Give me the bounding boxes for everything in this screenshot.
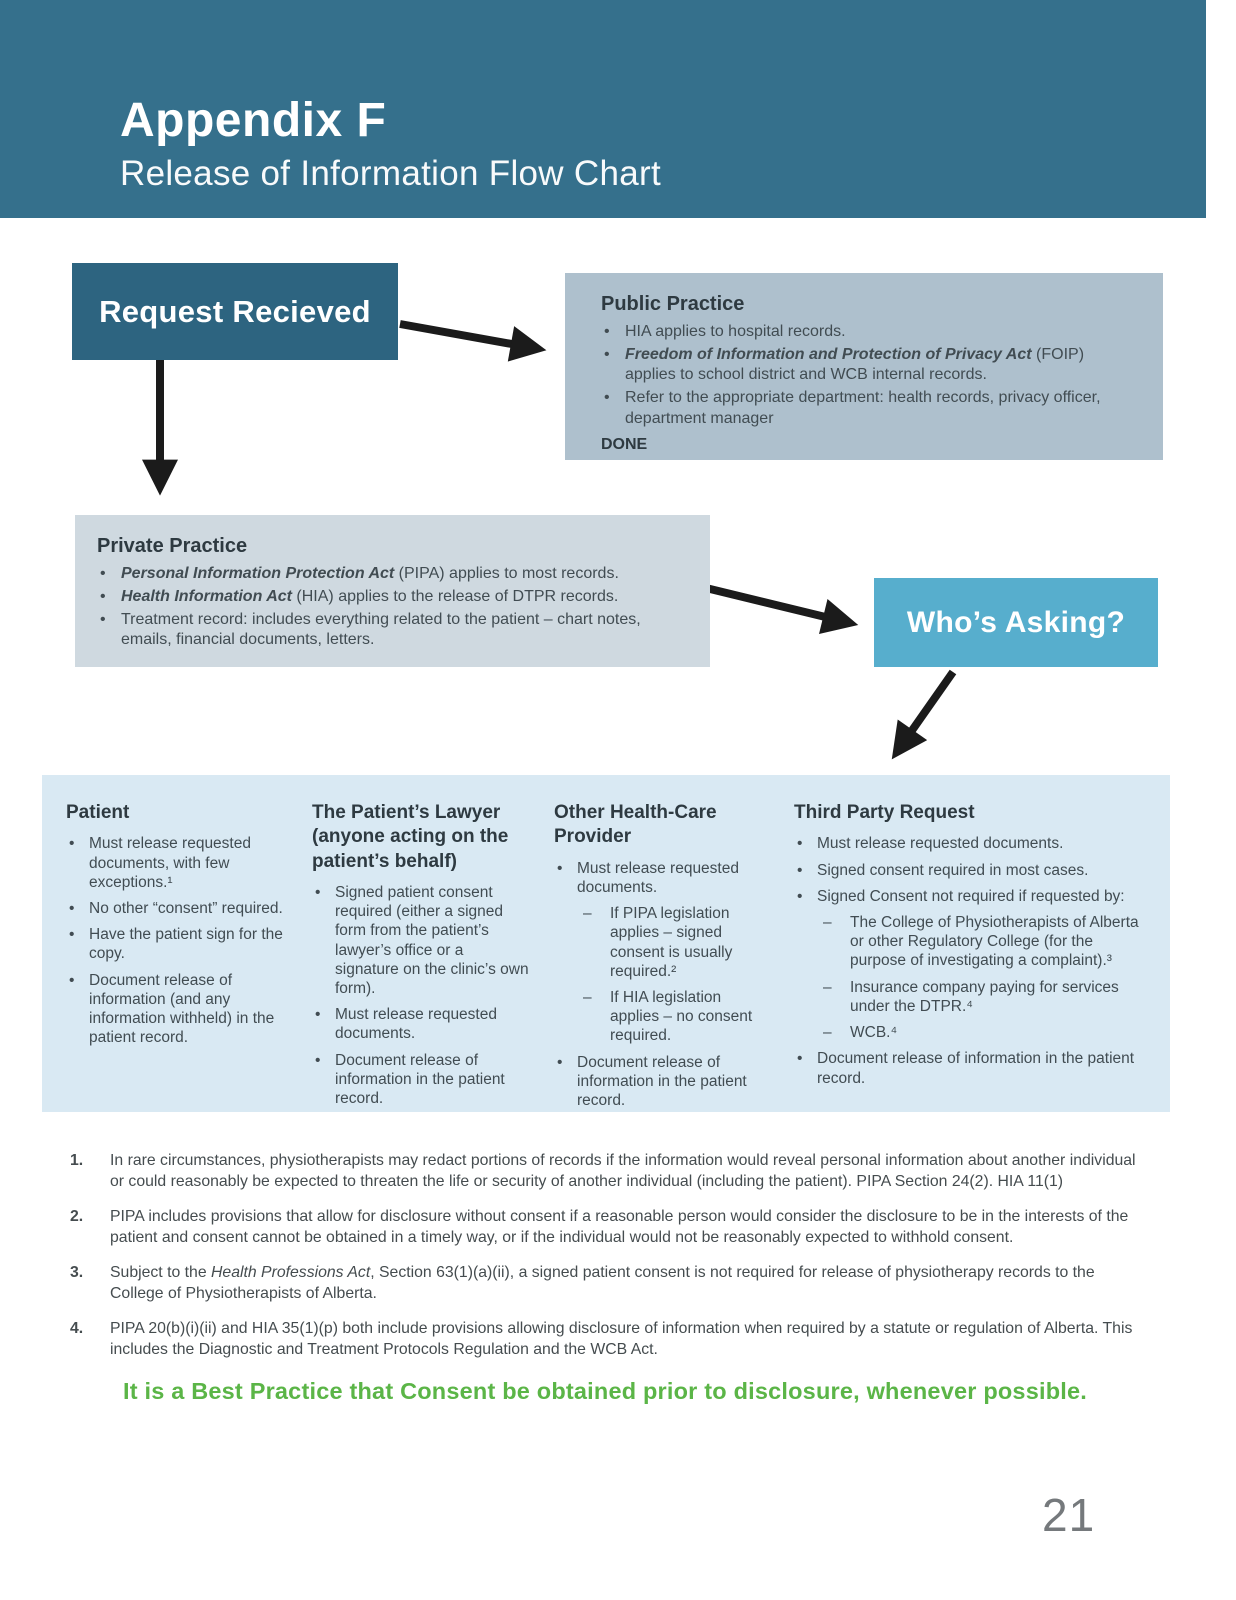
bullet-marker: • [315,883,321,901]
bullet-text: Signed Consent not required if requested by: [817,887,1125,905]
column-other-provider-bullets [554,859,770,1111]
requester-columns-panel [42,775,1170,1112]
bullet-text: WCB.⁴ [850,1024,898,1042]
bullet-marker: • [797,887,803,905]
bullet-item [312,1051,530,1109]
bullet-marker: • [797,1050,803,1068]
bullet-item [794,834,1150,853]
footnote-text: In rare circumstances, physiotherapists may redact portions of records if the information would reveal personal information about another individual or could reasonably be expected to threaten the life or security of another individual (including the patient). PIPA Section 24(2). HIA 11(1) [110,1152,1136,1190]
sub-bullet-item [554,904,770,981]
done-label: DONE [601,435,648,453]
bullet-text: Freedom of Information and Protection of Privacy Act (FOIP) applies to school district and WCB internal records. [625,346,1085,384]
bullet-item [794,1049,1150,1087]
footnote-1 [70,1150,1145,1192]
bullet-marker: • [69,971,75,989]
bullet-item [97,610,690,650]
bullet-text: Must release requested documents. [817,835,1064,853]
bullet-marker: • [69,926,75,944]
arrow-request-to-public [400,324,534,348]
bullet-item [794,887,1150,906]
bullet-text: Signed patient consent required (either a signed form from the patient’s lawyer’s office or a signature on the clinic’s own form). [335,883,529,998]
bullet-marker: • [797,861,803,879]
bullet-text: Signed consent required in most cases. [817,861,1089,879]
footnote-4 [70,1318,1145,1360]
bullet-marker: • [557,859,563,877]
footnote-number: 4. [70,1320,84,1337]
page-header [0,0,1206,218]
page-title: Appendix F [120,94,387,147]
bullet-item [97,564,690,584]
private-practice-bullets [97,564,690,651]
private-practice-box [75,515,710,667]
bullet-item [554,859,770,897]
bullet-item [312,1005,530,1043]
whos-asking-box [874,578,1158,667]
request-received-label: Request Recieved [99,293,371,329]
footnotes-list [70,1150,1145,1374]
bullet-text: If PIPA legislation applies – signed consent is usually required.² [610,905,733,980]
public-practice-title: Public Practice [601,293,745,315]
sub-bullet-item [554,988,770,1046]
footnote-number: 2. [70,1208,84,1225]
arrow-asking-to-panel [899,672,953,749]
bullet-item [601,322,1137,342]
sub-bullet-item [794,978,1150,1016]
column-third-party-bullets [794,834,1150,1087]
bullet-text: Document release of information in the patient record. [577,1053,747,1110]
column-patient-title: Patient [66,802,130,823]
column-patients-lawyer [312,801,530,1112]
footnote-number: 1. [70,1152,84,1169]
column-patients-lawyer-title: The Patient’s Lawyer (anyone acting on the patient’s behalf) [312,802,509,872]
dash-marker: – [823,913,832,931]
bullet-item [66,834,288,892]
bullet-marker: • [100,565,106,582]
column-other-provider [554,801,770,1112]
bullet-text: Health Information Act (HIA) applies to the release of DTPR records. [121,588,619,606]
bullet-item [66,899,288,918]
bullet-item [312,883,530,998]
footnote-text: Subject to the Health Professions Act, Section 63(1)(a)(ii), a signed patient consent is not required for release of physiotherapy records to the College of Physiotherapists of Alberta. [110,1264,1095,1302]
bullet-text: Personal Information Protection Act (PIPA) applies to most records. [121,565,619,582]
column-other-provider-title: Other Health-Care Provider [554,802,717,848]
bullet-marker: • [604,323,610,340]
bullet-item [601,345,1137,385]
column-patient-bullets [66,834,288,1047]
bullet-marker: • [557,1053,563,1071]
bullet-marker: • [69,899,75,917]
bullet-text: Must release requested documents. [335,1006,497,1043]
bullet-text: HIA applies to hospital records. [625,323,846,340]
best-practice-note: It is a Best Practice that Consent be obtained prior to disclosure, whenever possible. [123,1378,1087,1404]
bullet-item [794,861,1150,880]
private-practice-title: Private Practice [97,535,248,557]
page-number: 21 [1042,1489,1096,1541]
column-patients-lawyer-bullets [312,883,530,1108]
bullet-text: Must release requested documents. [577,859,739,896]
bullet-text: Have the patient sign for the copy. [89,926,283,963]
bullet-text: Document release of information (and any information withheld) in the patient record. [89,971,275,1047]
bullet-item [66,971,288,1048]
footnote-2 [70,1206,1145,1248]
bullet-item [97,587,690,607]
sub-bullet-item [794,1023,1150,1042]
dash-marker: – [823,1024,832,1042]
column-third-party [794,801,1150,1112]
bullet-item [601,388,1137,428]
arrow-private-to-asking [706,588,846,622]
column-third-party-title: Third Party Request [794,802,975,823]
bullet-text: Document release of information in the patient record. [817,1050,1135,1087]
bullet-marker: • [797,835,803,853]
dash-marker: – [583,988,592,1006]
bullet-item [66,925,288,963]
footnote-3 [70,1262,1145,1304]
dash-marker: – [823,978,832,996]
bullet-text: Must release requested documents, with few exceptions.¹ [89,835,251,891]
bullet-text: No other “consent” required. [89,899,283,917]
bullet-text: Refer to the appropriate department: health records, privacy officer, department manager [625,389,1101,427]
bullet-marker: • [604,346,610,364]
bullet-text: Treatment record: includes everything related to the patient – chart notes, emails, financial documents, letters. [121,611,641,649]
bullet-text: Document release of information in the patient record. [335,1051,505,1108]
bullet-text: If HIA legislation applies – no consent required. [610,988,753,1045]
bullet-text: The College of Physiotherapists of Alberta or other Regulatory College (for the purpose of investigating a complaint).³ [850,913,1139,970]
bullet-marker: • [100,588,106,606]
bullet-marker: • [315,1051,321,1069]
bullet-marker: • [315,1006,321,1024]
public-practice-bullets [601,322,1137,429]
footnote-text: PIPA 20(b)(i)(ii) and HIA 35(1)(p) both include provisions allowing disclosure of information when required by a statute or regulation of Alberta. This includes the Diagnostic and Treatment Protocols Regulation and the WCB Act. [110,1320,1133,1358]
page-subtitle: Release of Information Flow Chart [120,154,661,194]
request-received-box [72,263,398,360]
bullet-marker: • [604,389,610,407]
bullet-text: Insurance company paying for services under the DTPR.⁴ [850,978,1119,1015]
footnote-text: PIPA includes provisions that allow for disclosure without consent if a reasonable person would consider the disclosure to be in the interests of the patient and consent cannot be obtained in a timely way, or if the individual would not be reasonably expected to withhold consent. [110,1208,1129,1246]
column-patient [66,801,288,1112]
whos-asking-label: Who’s Asking? [906,605,1126,639]
public-practice-box [565,273,1163,460]
dash-marker: – [583,905,592,923]
bullet-item [554,1053,770,1111]
sub-bullet-item [794,913,1150,971]
bullet-marker: • [100,611,106,629]
footnote-number: 3. [70,1264,84,1281]
bullet-marker: • [69,835,75,853]
